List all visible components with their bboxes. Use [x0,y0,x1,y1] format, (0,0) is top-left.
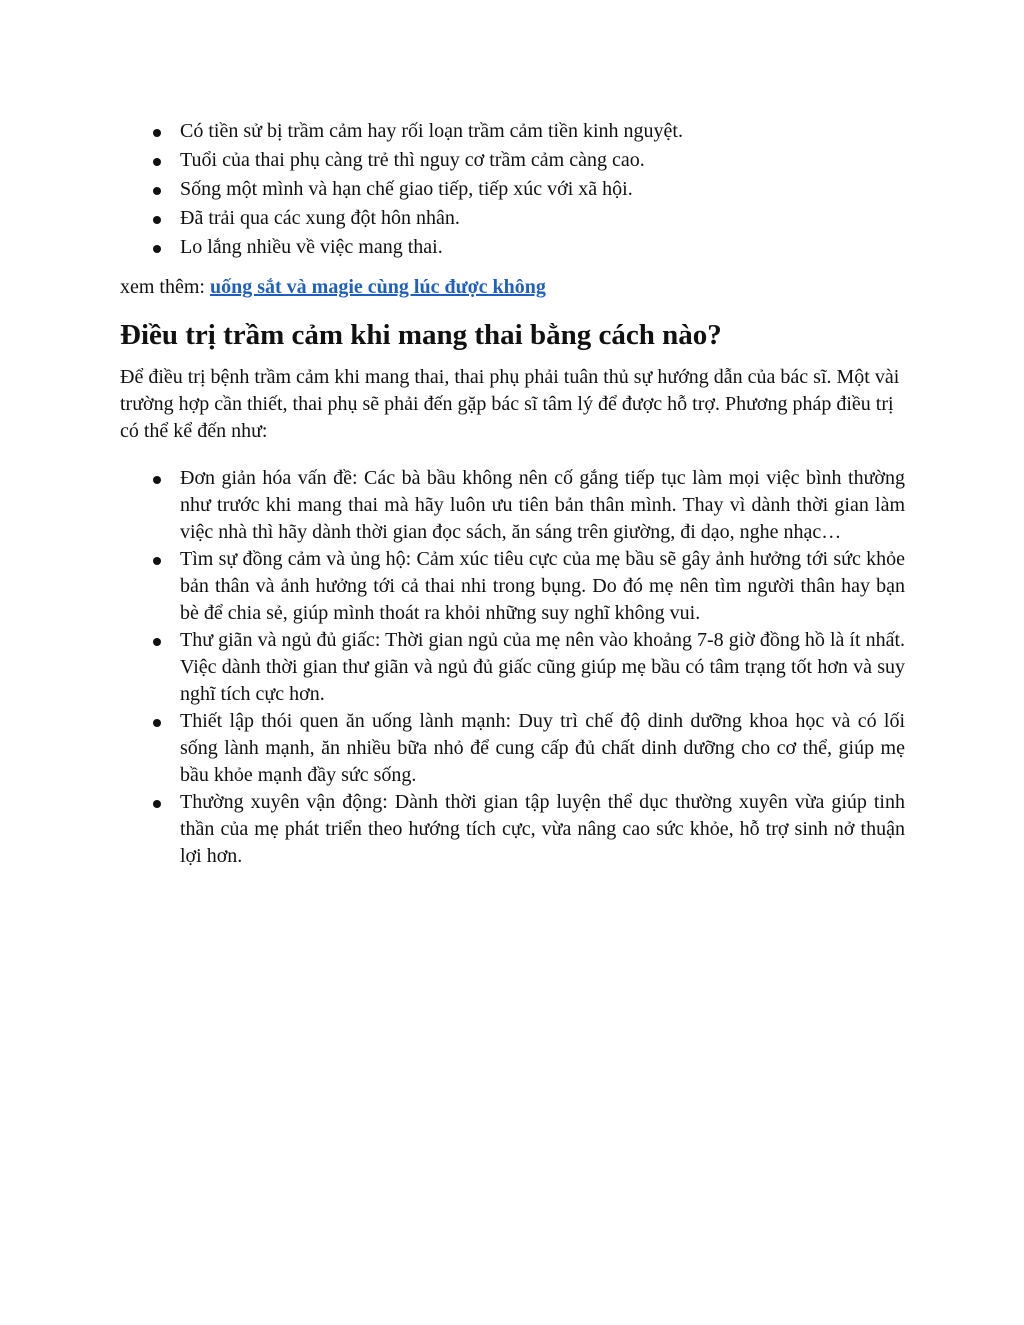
see-more-link[interactable]: uống sắt và magie cùng lúc được không [209,276,546,298]
list-item [120,234,905,261]
list-item-text: Đã trải qua các xung đột hôn nhân. [180,207,460,229]
list-item [120,205,905,232]
see-more-line [120,274,905,301]
intro-paragraph: Để điều trị bệnh trầm cảm khi mang thai, thai phụ phải tuân thủ sự hướng dẫn của bác sĩ. Một vài trường hợp cần thiết, thai phụ sẽ phải đến gặp bác sĩ tâm lý để được hỗ trợ. Phương pháp điều trị có thể kể đến như: [120,366,900,442]
list-item [120,546,905,627]
list-item [120,465,905,546]
list-item-text: Thường xuyên vận động: Dành thời gian tập luyện thể dục thường xuyên vừa giúp tinh thần của mẹ phát triển theo hướng tích cực, vừa nâng cao sức khỏe, hỗ trợ sinh nở thuận lợi hơn. [180,791,905,867]
list-item-text: Thiết lập thói quen ăn uống lành mạnh: Duy trì chế độ dinh dưỡng khoa học và có lối sống lành mạnh, ăn nhiều bữa nhỏ để cung cấp đủ chất dinh dưỡng cho cơ thể, giúp mẹ bầu khỏe mạnh đầy sức sống. [180,710,905,786]
section-heading: Điều trị trầm cảm khi mang thai bằng cách nào? [120,319,722,351]
bullet-icon [153,158,161,166]
bullet-icon [153,557,161,565]
list-item [120,708,905,789]
bullet-icon [153,245,161,253]
document-content [120,118,905,870]
risk-factor-list [120,118,905,261]
list-item-text: Tìm sự đồng cảm và ủng hộ: Cảm xúc tiêu cực của mẹ bầu sẽ gây ảnh hưởng tới sức khỏe bản thân và ảnh hưởng tới cả thai nhi trong bụng. Do đó mẹ nên tìm người thân hay bạn bè để chia sẻ, giúp mình thoát ra khỏi những suy nghĩ không vui. [180,548,905,624]
list-item-text: Sống một mình và hạn chế giao tiếp, tiếp xúc với xã hội. [180,178,633,200]
list-item [120,147,905,174]
list-item-text: Tuổi của thai phụ càng trẻ thì nguy cơ trầm cảm càng cao. [180,149,645,171]
bullet-icon [153,638,161,646]
list-item [120,789,905,870]
list-item [120,118,905,145]
list-item-text: Thư giãn và ngủ đủ giấc: Thời gian ngủ của mẹ nên vào khoảng 7-8 giờ đồng hồ là ít nhất. Việc dành thời gian thư giãn và ngủ đủ giấc cũng giúp mẹ bầu có tâm trạng tốt hơn và suy nghĩ tích cực hơn. [180,629,905,705]
see-more-prefix: xem thêm: [120,276,210,298]
bullet-icon [153,719,161,727]
bullet-icon [153,476,161,484]
list-item-text: Đơn giản hóa vấn đề: Các bà bầu không nên cố gắng tiếp tục làm mọi việc bình thường như trước khi mang thai mà hãy luôn ưu tiên bản thân mình. Thay vì dành thời gian làm việc nhà thì hãy dành thời gian đọc sách, ăn sáng trên giường, đi dạo, nghe nhạc… [180,467,905,543]
list-item-text: Lo lắng nhiều về việc mang thai. [180,236,443,258]
treatment-list [120,465,905,870]
bullet-icon [153,216,161,224]
bullet-icon [153,129,161,137]
bullet-icon [153,800,161,808]
list-item [120,627,905,708]
list-item-text: Có tiền sử bị trầm cảm hay rối loạn trầm cảm tiền kinh nguyệt. [180,120,683,142]
list-item [120,176,905,203]
bullet-icon [153,187,161,195]
